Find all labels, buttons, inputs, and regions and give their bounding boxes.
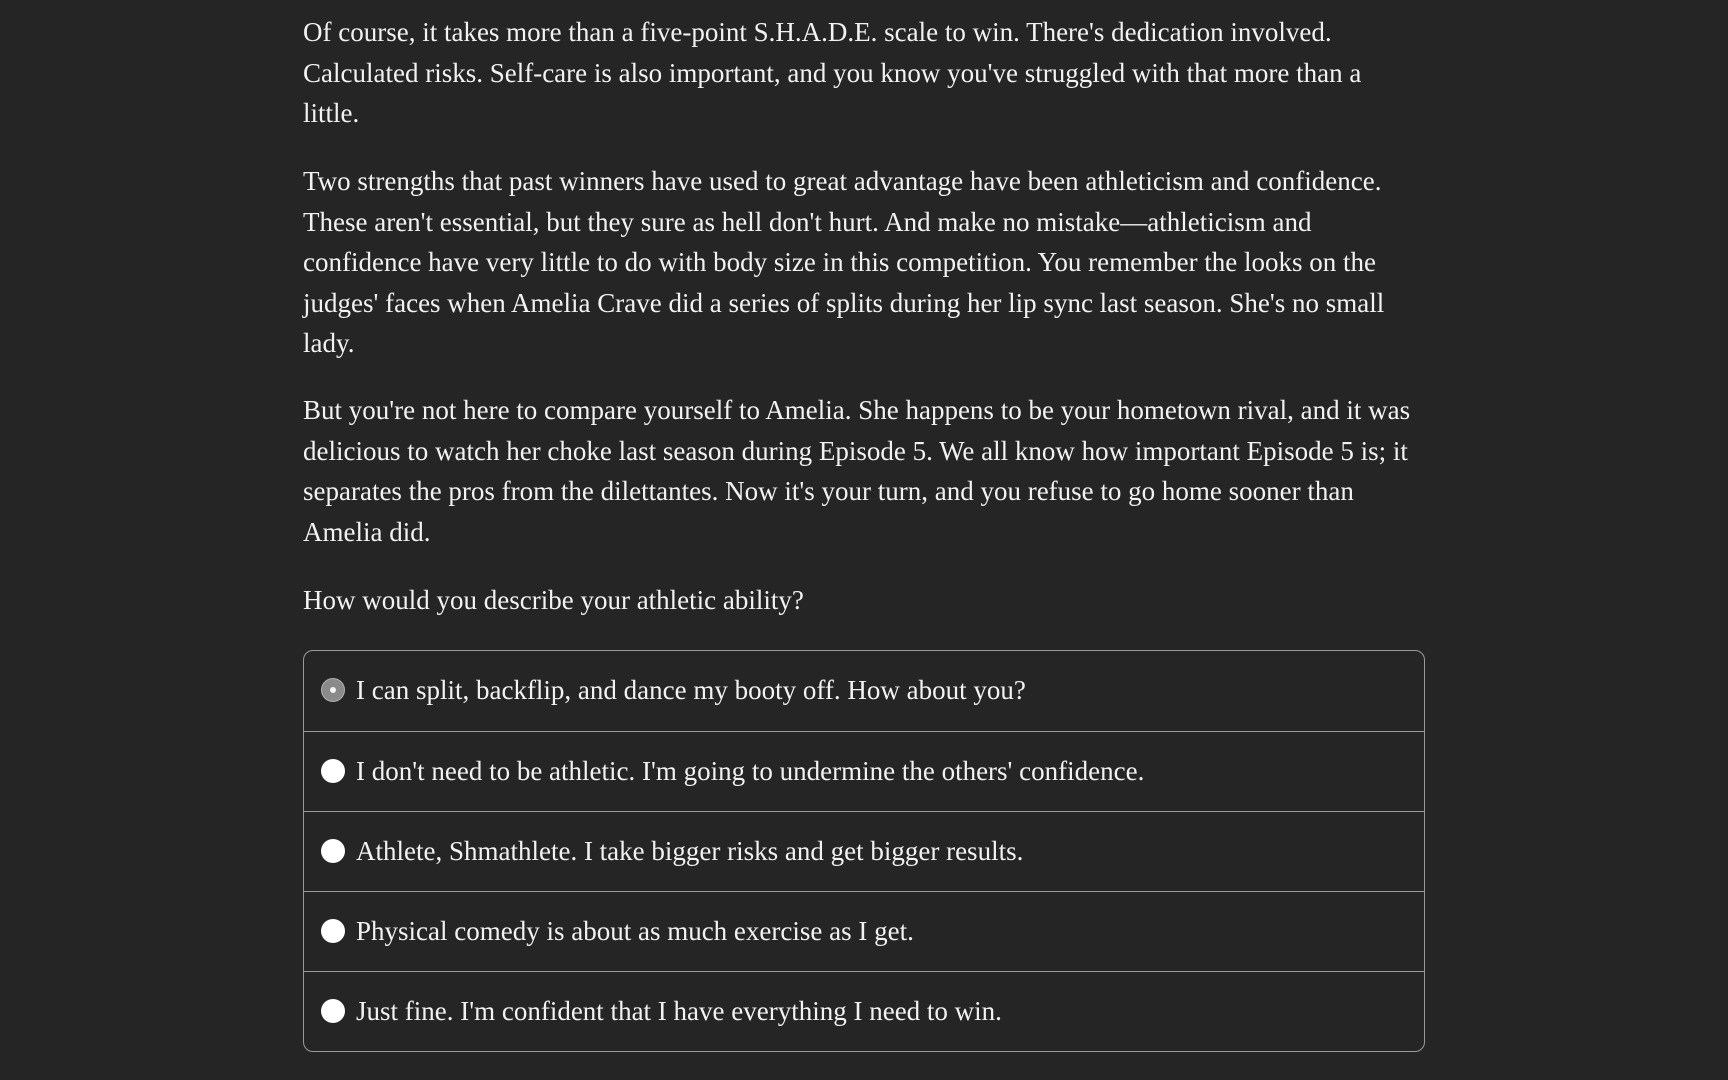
choice-option-5[interactable] xyxy=(304,971,1424,1051)
story-paragraph: Of course, it takes more than a five-point S.H.A.D.E. scale to win. There's dedication involved. Calculated risks. Self-care is also important, and you know you've struggled with that more than a little. xyxy=(303,17,1362,128)
radio-button[interactable] xyxy=(321,999,345,1023)
story-paragraph: But you're not here to compare yourself to Amelia. She happens to be your hometown rival, and it was delicious to watch her choke last season during Episode 5. We all know how important Episode 5 is; it separates the pros from the dilettantes. Now it's your turn, and you refuse to go home sooner than Amelia did. xyxy=(303,395,1411,547)
choice-option-3[interactable] xyxy=(304,811,1424,891)
choice-list xyxy=(303,650,1425,1052)
choice-option-1[interactable] xyxy=(304,651,1424,731)
radio-button[interactable] xyxy=(321,839,345,863)
story-paragraph: Two strengths that past winners have used to great advantage have been athleticism and confidence. These aren't essential, but they sure as hell don't hurt. And make no mistake—athleticism and confidence have very little to do with body size in this competition. You remember the looks on the judges' faces when Amelia Crave did a series of splits during her lip sync last season. She's no small lady. xyxy=(303,166,1385,358)
choice-option-4[interactable] xyxy=(304,891,1424,971)
radio-button[interactable] xyxy=(321,759,345,783)
radio-button-selected[interactable] xyxy=(321,678,345,702)
choice-question: How would you describe your athletic ability? xyxy=(303,585,804,615)
choice-label[interactable]: Just fine. I'm confident that I have everything I need to win. xyxy=(356,996,1002,1026)
choice-label[interactable]: Physical comedy is about as much exercise as I get. xyxy=(356,916,914,946)
choice-label[interactable]: I don't need to be athletic. I'm going to undermine the others' confidence. xyxy=(356,756,1145,786)
choice-option-2[interactable] xyxy=(304,731,1424,811)
choice-label[interactable]: Athlete, Shmathlete. I take bigger risks and get bigger results. xyxy=(356,836,1024,866)
choice-label[interactable]: I can split, backflip, and dance my booty off. How about you? xyxy=(356,675,1026,705)
radio-button[interactable] xyxy=(321,919,345,943)
